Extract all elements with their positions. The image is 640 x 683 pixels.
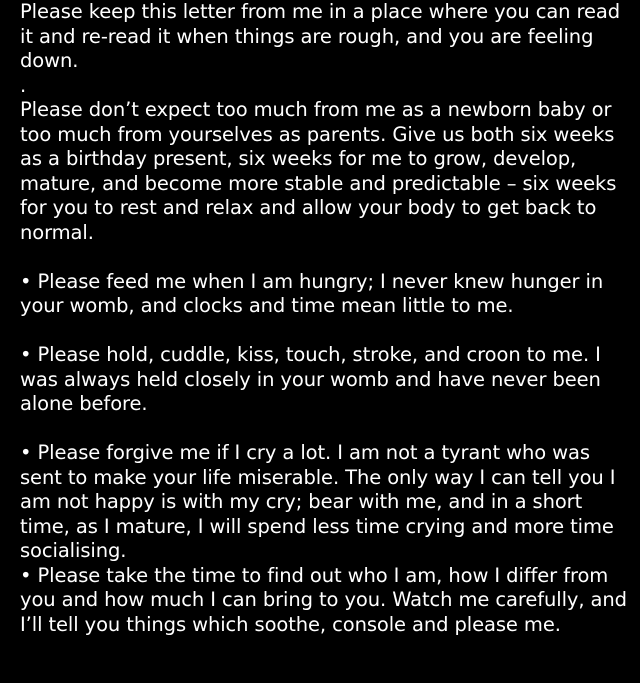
- letter-paragraph-cry: • Please forgive me if I cry a lot. I am not a tyrant who was sent to make your life miserable. The only way I can tell you I am not happy is with my cry; bear with me, and in a short time, as I mature, I will spend less time crying and more time socialising.: [20, 441, 616, 562]
- letter-paragraph-expectations: Please don’t expect too much from me as a newborn baby or too much from yourselves as parents. Give us both six weeks as a birthday present, six weeks for me to grow, develop, mature, and become more stable and predictable – six weeks for you to rest and relax and allow your body to get back to normal.: [20, 98, 617, 244]
- letter-paragraph-hold: • Please hold, cuddle, kiss, touch, stroke, and croon to me. I was always held closely in your womb and have never been alone before.: [20, 343, 601, 415]
- letter-paragraph-feed: • Please feed me when I am hungry; I never knew hunger in your womb, and clocks and time mean little to me.: [20, 269, 604, 317]
- paragraph-spacer: [20, 417, 632, 442]
- letter-paragraph-time: • Please take the time to find out who I am, how I differ from you and how much I can bring to you. Watch me carefully, and I’ll tell you things which soothe, console and please me.: [20, 563, 627, 636]
- letter-intro-paragraph: Please keep this letter from me in a place where you can read it and re-read it when things are rough, and you are feeling down.: [20, 0, 621, 72]
- paragraph-spacer: [20, 319, 632, 344]
- letter-document: [20, 0, 632, 637]
- paragraph-spacer: [20, 245, 632, 270]
- separator-dot: .: [20, 73, 27, 97]
